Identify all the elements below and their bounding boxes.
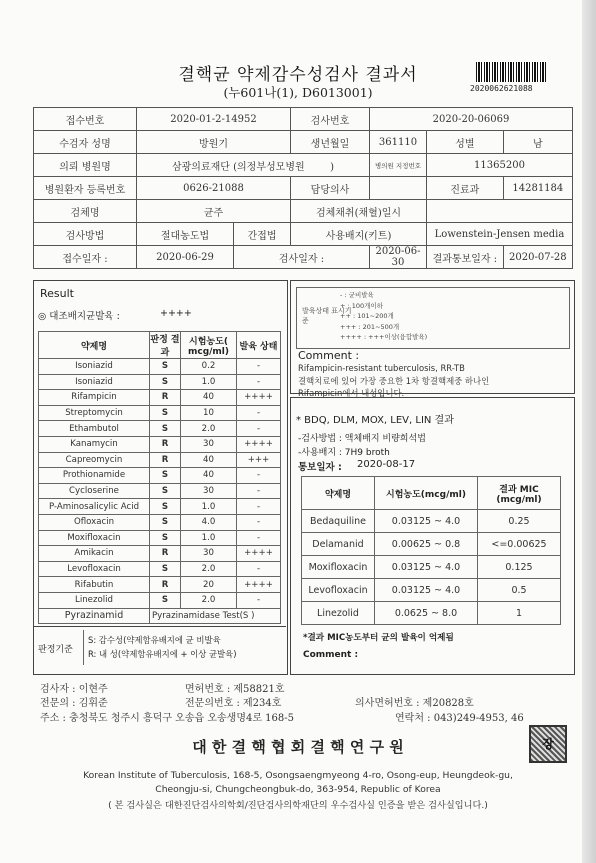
doctor-license: 의사면허번호 : 제20828호 xyxy=(355,698,474,709)
col-growth: 발육 상태 xyxy=(237,332,281,359)
judge-result: R xyxy=(150,390,181,406)
mic-drug-name: Bedaquiline xyxy=(302,510,375,533)
mic-concentration-range: 0.0625 ~ 8.0 xyxy=(375,602,478,625)
comment-label: Comment : xyxy=(298,349,360,362)
collection-date-label: 검체채취(채혈)일시 xyxy=(291,200,427,223)
birthdate-value: 361110 xyxy=(370,131,427,154)
growth-status: ++++ xyxy=(237,390,281,406)
tester-license: 면허번호 : 제58821호 xyxy=(185,684,285,695)
hospital-code-label: 병의원 지정번호 xyxy=(370,154,427,177)
official-seal xyxy=(529,725,567,763)
mic-row xyxy=(302,579,561,602)
mic-method: -검사방법 : 액체배지 비량희석법 xyxy=(298,434,426,444)
drug-row xyxy=(39,483,281,499)
mic-concentration-range: 0.03125 ~ 4.0 xyxy=(375,556,478,579)
mic-result: <=0.00625 xyxy=(478,533,561,556)
test-concentration: 20 xyxy=(181,577,237,593)
control-growth-label: ◎ 대조배지균발육 : xyxy=(38,311,120,322)
mic-table-header xyxy=(302,477,561,510)
mic-drug-name: Delamanid xyxy=(302,533,375,556)
hospital-code-value: 11365200 xyxy=(427,154,573,177)
judge-result: S xyxy=(150,514,181,530)
patient-reg-label: 병원환자 등록번호 xyxy=(34,177,137,200)
test-concentration: 40 xyxy=(181,452,237,468)
specimen-label: 검체명 xyxy=(34,200,137,223)
criteria-r: R: 내 성(약제함유배지에 + 이상 균발육) xyxy=(88,649,237,659)
drug-name: Capreomycin xyxy=(39,452,150,468)
drug-row xyxy=(39,421,281,437)
mic-medium: -사용배지 : 7H9 broth xyxy=(298,448,390,458)
growth-status: - xyxy=(237,359,281,375)
growth-status: - xyxy=(237,374,281,390)
mic-result: 0.25 xyxy=(478,510,561,533)
drug-name: Rifabutin xyxy=(39,577,150,593)
judge-result: R xyxy=(150,452,181,468)
mic-heading: * BDQ, DLM, MOX, LEV, LIN 결과 xyxy=(296,415,454,426)
drug-name: Ethambutol xyxy=(39,421,150,437)
mic-col-result: 결과 MIC (mcg/ml) xyxy=(478,477,561,510)
patient-name-label: 수검자 성명 xyxy=(34,131,137,154)
drug-name: Cycloserine xyxy=(39,483,150,499)
receipt-date-value: 2020-06-29 xyxy=(137,246,234,269)
criteria-s: S: 감수성(약제함유배지에 균 비발육 xyxy=(88,635,221,645)
mic-table xyxy=(301,476,561,625)
patient-name-value: 방원기 xyxy=(137,131,291,154)
mic-col-concentration: 시험농도(mcg/ml) xyxy=(375,477,478,510)
english-address-1: Korean Institute of Tuberculosis, 168-5, Osongsaengmyeong 4-ro, Osong-eup, Heungdeok-gu, xyxy=(83,770,513,781)
mic-note: *결과 MIC농도부터 균의 발육이 억제됨 xyxy=(303,633,454,643)
pza-name: Pyrazinamid xyxy=(39,608,150,624)
method-absolute: 절대농도법 xyxy=(137,223,234,246)
test-concentration: 30 xyxy=(181,436,237,452)
test-concentration: 2.0 xyxy=(181,561,237,577)
legend-line: +++ : 201~500개 xyxy=(340,322,400,331)
growth-status: - xyxy=(237,421,281,437)
mic-result: 1 xyxy=(478,602,561,625)
drug-row xyxy=(39,374,281,390)
drug-name: Isoniazid xyxy=(39,359,150,375)
specimen-value: 균주 xyxy=(137,200,291,223)
info-row xyxy=(34,246,573,269)
collection-date-value xyxy=(427,200,573,223)
drug-name: Prothionamide xyxy=(39,468,150,484)
judge-result: R xyxy=(150,546,181,562)
test-concentration: 1.0 xyxy=(181,374,237,390)
organization-name: 대 한 결 핵 협 회 결 핵 연 구 원 xyxy=(192,738,404,756)
judge-result: S xyxy=(150,405,181,421)
col-concentration: 시험농도( mcg/ml) xyxy=(181,332,237,359)
drug-row xyxy=(39,577,281,593)
test-concentration: 40 xyxy=(181,468,237,484)
growth-status: - xyxy=(237,514,281,530)
doctor-label: 담당의사 xyxy=(291,177,370,200)
birthdate-label: 생년월일 xyxy=(291,131,370,154)
judge-result: S xyxy=(150,592,181,608)
judge-result: S xyxy=(150,530,181,546)
growth-status: - xyxy=(237,483,281,499)
growth-status: - xyxy=(237,592,281,608)
info-row xyxy=(34,200,573,223)
mic-report-date: 2020-08-17 xyxy=(357,459,416,470)
drug-table-body xyxy=(39,359,281,609)
mic-concentration-range: 0.00625 ~ 0.8 xyxy=(375,533,478,556)
drug-name: Isoniazid xyxy=(39,374,150,390)
sex-value: 남 xyxy=(503,131,572,154)
legend-line: ++++ : +++이상(융합발육) xyxy=(340,333,428,341)
medium-label: 사용배지(키트) xyxy=(291,223,427,246)
specialist: 전문의 : 김휘준 xyxy=(40,698,108,709)
patient-info-table xyxy=(33,107,573,269)
mic-row xyxy=(302,510,561,533)
receipt-date-label: 접수일자 : xyxy=(34,246,137,269)
patient-reg-value: 0626-21088 xyxy=(137,177,291,200)
department-value: 14281184 xyxy=(503,177,572,200)
department-label: 진료과 xyxy=(427,177,504,200)
medium-value: Lowenstein-Jensen media xyxy=(427,223,573,246)
judge-result: S xyxy=(150,468,181,484)
test-concentration: 0.2 xyxy=(181,359,237,375)
specialist-number: 전문의번호 : 제234호 xyxy=(185,698,282,709)
test-concentration: 30 xyxy=(181,483,237,499)
mic-row xyxy=(302,602,561,625)
info-row xyxy=(34,108,573,131)
drug-table-header xyxy=(39,332,281,359)
doctor-value xyxy=(370,177,427,200)
judge-result: S xyxy=(150,499,181,515)
test-no-value: 2020-20-06069 xyxy=(370,108,573,131)
drug-row xyxy=(39,436,281,452)
test-date-value: 2020-06-30 xyxy=(370,246,427,269)
info-row xyxy=(34,154,573,177)
test-concentration: 2.0 xyxy=(181,592,237,608)
certification-note: ( 본 검사실은 대한진단검사의학회/진단검사의학재단의 우수검사실 인증을 받은 검사실입니다.) xyxy=(108,800,488,811)
report-date-label: 결과통보일자 : xyxy=(427,246,504,269)
comment-line-1: Rifampicin-resistant tuberculosis, RR-TB xyxy=(298,363,465,373)
control-growth-value: ++++ xyxy=(160,308,192,319)
pza-result: Pyrazinamidase Test(S ) xyxy=(150,608,281,624)
contact: 연락처 : 043)249-4953, 46 xyxy=(395,713,524,724)
pza-row xyxy=(39,608,281,624)
growth-status: - xyxy=(237,499,281,515)
mic-comment-label: Comment : xyxy=(303,650,359,660)
legend-line: - : 균비발육 xyxy=(340,291,374,299)
mic-drug-name: Linezolid xyxy=(302,602,375,625)
drug-name: Linezolid xyxy=(39,592,150,608)
drug-name: P-Aminosalicylic Acid xyxy=(39,499,150,515)
judge-result: S xyxy=(150,561,181,577)
judge-result: S xyxy=(150,359,181,375)
barcode-number: 2020062621088 xyxy=(470,84,533,93)
drug-name: Rifampicin xyxy=(39,390,150,406)
test-concentration: 1.0 xyxy=(181,530,237,546)
drug-name: Amikacin xyxy=(39,546,150,562)
method-indirect: 간접법 xyxy=(234,223,291,246)
drug-susceptibility-table xyxy=(38,331,281,624)
drug-row xyxy=(39,452,281,468)
mic-row xyxy=(302,556,561,579)
info-row xyxy=(34,131,573,154)
judge-result: R xyxy=(150,577,181,593)
hospital-name: 삼광의료재단 (의정부성모병원 xyxy=(171,161,305,173)
method-label: 검사방법 xyxy=(34,223,137,246)
tester: 검사자 : 이현주 xyxy=(40,684,108,695)
drug-name: Levofloxacin xyxy=(39,561,150,577)
mic-row xyxy=(302,533,561,556)
mic-result: 0.125 xyxy=(478,556,561,579)
result-heading: Result xyxy=(40,287,74,300)
drug-row xyxy=(39,530,281,546)
growth-status: ++++ xyxy=(237,436,281,452)
info-row xyxy=(34,223,573,246)
criteria-label: 판정기준 xyxy=(38,645,73,655)
page-shadow xyxy=(582,0,596,863)
mic-col-drug: 약제명 xyxy=(302,477,375,510)
hospital-label: 의뢰 병원명 xyxy=(34,154,137,177)
growth-status: - xyxy=(237,561,281,577)
drug-row xyxy=(39,561,281,577)
drug-row xyxy=(39,405,281,421)
mic-table-body xyxy=(302,510,561,625)
test-concentration: 30 xyxy=(181,546,237,562)
col-judge: 판정 결과 xyxy=(150,332,181,359)
drug-row xyxy=(39,546,281,562)
legend-line: ++ : 101~200개 xyxy=(340,312,394,320)
test-no-label: 검사번호 xyxy=(291,108,370,131)
drug-row xyxy=(39,514,281,530)
drug-name: Kanamycin xyxy=(39,436,150,452)
mic-drug-name: Levofloxacin xyxy=(302,579,375,602)
seal-char: 장 xyxy=(542,737,554,751)
mic-result: 0.5 xyxy=(478,579,561,602)
english-address-2: Cheongju-si, Chungcheongbuk-do, 363-954, Republic of Korea xyxy=(155,784,441,795)
report-date-value: 2020-07-28 xyxy=(503,246,572,269)
test-concentration: 1.0 xyxy=(181,499,237,515)
drug-row xyxy=(39,499,281,515)
mic-report-date-label: 통보일자 : xyxy=(298,462,342,473)
barcode-image xyxy=(476,62,546,82)
drug-row xyxy=(39,390,281,406)
judge-result: S xyxy=(150,421,181,437)
hospital-paren: ) xyxy=(330,161,334,173)
test-concentration: 2.0 xyxy=(181,421,237,437)
test-concentration: 10 xyxy=(181,405,237,421)
judge-result: S xyxy=(150,483,181,499)
report-title: 결핵균 약제감수성검사 결과서 xyxy=(178,65,418,85)
drug-name: Moxifloxacin xyxy=(39,530,150,546)
sex-label: 성별 xyxy=(427,131,504,154)
judge-result: S xyxy=(150,374,181,390)
col-drug: 약제명 xyxy=(39,332,150,359)
mic-concentration-range: 0.03125 ~ 4.0 xyxy=(375,579,478,602)
hospital-value xyxy=(137,154,370,177)
test-date-label: 검사일자 : xyxy=(234,246,370,269)
growth-status: - xyxy=(237,530,281,546)
growth-status: - xyxy=(237,468,281,484)
drug-row xyxy=(39,592,281,608)
drug-name: Ofloxacin xyxy=(39,514,150,530)
drug-name: Streptomycin xyxy=(39,405,150,421)
test-concentration: 4.0 xyxy=(181,514,237,530)
judge-result: R xyxy=(150,436,181,452)
address: 주소 : 충청북도 청주시 흥덕구 오송읍 오송생명4로 168-5 xyxy=(40,713,295,724)
info-row xyxy=(34,177,573,200)
mic-drug-name: Moxifloxacin xyxy=(302,556,375,579)
mic-concentration-range: 0.03125 ~ 4.0 xyxy=(375,510,478,533)
comment-line-3: Rifampicin에서 내성입니다. xyxy=(298,388,405,398)
growth-status: ++++ xyxy=(237,546,281,562)
legend-lines xyxy=(340,290,427,343)
growth-status: +++ xyxy=(237,452,281,468)
legend-label: 발육상태 표시기준 xyxy=(302,307,352,325)
drug-row xyxy=(39,359,281,375)
receipt-no-value: 2020-01-2-14952 xyxy=(137,108,291,131)
comment-line-2: 결핵치료에 있어 가장 중요한 1차 항결핵제중 하나인 xyxy=(298,376,490,386)
drug-row xyxy=(39,468,281,484)
receipt-no-label: 접수번호 xyxy=(34,108,137,131)
report-subtitle: (누601나(1), D6013001) xyxy=(223,85,373,100)
growth-status: ++++ xyxy=(237,577,281,593)
criteria-divider xyxy=(83,630,84,665)
growth-status: - xyxy=(237,405,281,421)
test-concentration: 40 xyxy=(181,390,237,406)
legend-line: + : 100개이하 xyxy=(340,301,384,310)
